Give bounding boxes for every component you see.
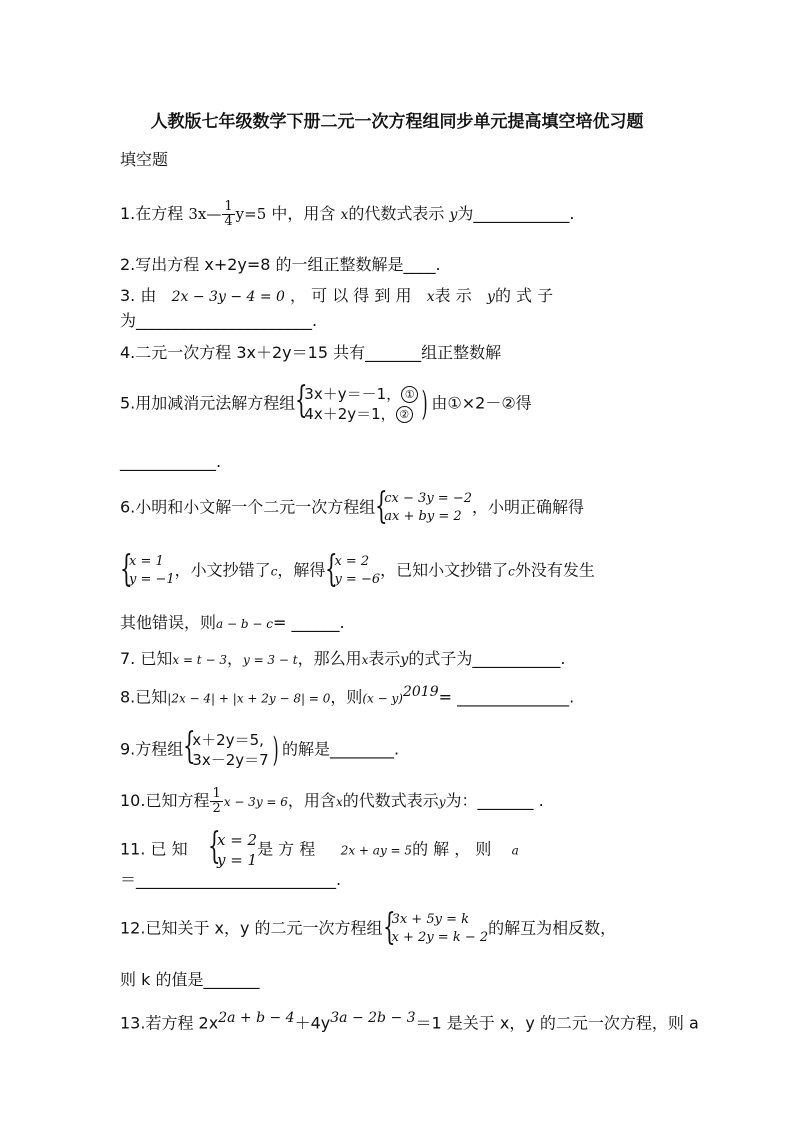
q3-equation: 2x − 3y − 4 = 0 [171,289,285,305]
q5-brace: { [295,380,308,421]
q11-eq-x: x = 2 [216,831,258,849]
q6-answer-blank: = ______. [272,613,345,632]
q1-number: 1. [120,204,136,223]
question-11-line-2: ＝_________________________. [120,870,342,889]
q11-text-b: 是 方 程 [257,839,316,859]
q9-answer-blank: 的解是________. [281,739,400,759]
q7-expr-2: y = 3 − t [242,653,298,667]
q7-var-y: y [400,652,409,668]
q6-sol2-y: y = −6 [334,572,381,587]
question-5 [120,380,532,424]
question-9 [120,726,400,770]
q6-text-a: 6.小明和小文解一个二元一次方程组 [120,497,376,517]
q8-base: (x − y) [362,691,403,706]
q7-answer-blank: 的式子为___________. [408,649,566,668]
question-12 [120,907,617,948]
q1-answer-blank: 为____________. [457,204,575,223]
page-title: 人教版七年级数学下册二元一次方程组同步单元提高填空培优习题 [150,112,644,132]
q11-text-a: 11. 已 知 [120,839,188,859]
q5-circle-2: ② [396,406,413,423]
q6-brace: { [375,486,388,527]
q5-eq-2: 4x＋2y＝1， [304,405,396,423]
q5-circle-1: ① [401,386,418,403]
q10-answer-blank: 为：_______ . [445,791,544,810]
question-8 [120,682,574,708]
q3-text-d: 的 式 子 [494,286,554,305]
q6-text-b: ，小明正确解得 [472,497,585,517]
q10-text-c: 的代数式表示 [342,791,439,810]
q11-text-c: 的 解 ， 则 [412,839,492,859]
q8-exponent: 2019 [402,684,439,700]
q12-text-b: 的解互为相反数， [488,918,617,938]
question-4: 4.二元一次方程 3x＋2y＝15 共有_______组正整数解 [120,343,502,362]
q8-text-a: 8.已知 [120,687,168,707]
q6-sol1-x: x = 1 [129,554,164,569]
question-3-line-1 [120,286,553,307]
q6-var-c: c [270,564,278,579]
q12-eq-1: 3x + 5y = k [391,912,469,927]
q6-sol2-x: x = 2 [334,554,370,569]
q6-sol2-brace: { [325,549,339,590]
q1-eq-post: y=5 [235,205,267,223]
question-5-line-2: ____________. [120,452,222,471]
q7-text-c: ，那么用 [297,649,362,668]
q1-frac-num: 1 [224,199,233,214]
q6-solution-2 [325,549,381,590]
q3-text-a: 3. 由 [120,286,157,305]
q11-eq-y: y = 1 [216,851,258,869]
q1-var-y: y [449,207,458,223]
q11-brace: { [207,826,221,867]
q5-row-2 [304,404,418,424]
q10-text-a: 10.已知方程 [120,791,210,810]
q1-text-c: 的代数式表示 [348,204,445,223]
q8-expression: |2x − 4| + |x + 2y − 8| = 0 [167,691,331,706]
q9-eq-1: x＋2y＝5, [192,731,264,749]
q5-row-1 [304,384,418,404]
q7-text-d: 表示 [368,649,401,668]
q6-sol1-brace: { [120,549,133,590]
q9-eq-2: 3x－2y＝7 [192,751,269,769]
q8-text-b: ，则 [330,687,363,707]
q13-text-b: ＋4y [294,1013,331,1033]
q13-exponent-1: 2a + b − 4 [218,1010,295,1026]
question-6-line-1 [120,486,585,527]
section-heading: 填空题 [120,150,169,169]
q12-text-a: 12.已知关于 x，y 的二元一次方程组 [120,918,383,938]
q5-system [295,380,418,424]
q6-text-g: 其他错误，则 [120,613,217,632]
q6-sol1-y: y = −1 [129,572,175,587]
q1-frac-den: 4 [224,214,233,229]
q6-eq-2: ax + by = 2 [384,509,462,524]
question-12-line-2: 则 k 的值是_______ [120,970,260,989]
q5-text-b: 由①×2－②得 [431,393,532,413]
question-10 [120,787,544,816]
q1-eq-pre: 3x— [188,205,222,223]
question-6-line-2 [120,549,595,590]
question-13 [120,1008,699,1033]
q11-system [207,826,258,870]
q12-system [382,907,489,948]
q1-fraction [222,200,234,229]
q9-right-paren: ) [272,730,279,770]
q7-text-a: 7. 已知 [120,649,173,668]
q10-var-y: y [438,795,446,809]
question-11-line-1 [120,826,519,870]
q3-text-c: 表 示 [434,286,472,305]
q1-text-a: 在方程 [135,204,184,223]
q3-var-y: y [487,289,495,305]
q12-brace: { [382,907,396,948]
q6-text-f: 外没有发生 [514,560,595,580]
q10-fraction [210,787,222,816]
q6-var-c-2: c [508,564,515,579]
q7-var-x: x [361,653,369,667]
q11-equation: 2x + ay = 5 [340,843,413,858]
q8-answer-blank: = ______________. [438,687,575,707]
q5-right-paren: ) [421,384,428,424]
q1-var-x: x [340,207,349,223]
q7-text-b: ， [226,649,243,668]
question-2: 2.写出方程 x+2y=8 的一组正整数解是____. [120,255,441,274]
q6-text-e: ，已知小文抄错了 [380,560,509,580]
question-1 [120,200,575,229]
q10-frac-num: 1 [212,786,221,801]
q6-expression: a − b − c [216,617,273,631]
q1-text-b: 中，用含 [271,204,336,223]
question-3-line-2: 为______________________. [120,311,318,330]
q6-system [375,486,472,527]
question-6-line-3 [120,613,345,634]
q13-text-c: ＝1 是关于 x，y 的二元一次方程，则 a [415,1013,699,1033]
q13-text-a: 13.若方程 2x [120,1013,219,1033]
q6-eq-1: cx − 3y = −2 [384,491,472,506]
q12-eq-2: x + 2y = k − 2 [391,930,489,945]
q10-equation: x − 3y = 6 [223,795,288,809]
q9-brace: { [183,726,196,767]
q10-frac-den: 2 [212,801,221,816]
q7-expr-1: x = t − 3 [172,653,227,667]
q6-text-c: ，小文抄错了 [174,560,271,580]
q9-text-a: 9.方程组 [120,739,184,759]
q3-text-b: ， 可 以 得 到 用 [290,286,412,305]
q5-eq-1: 3x＋y＝－1， [304,385,402,403]
q6-text-d: ，解得 [277,560,326,580]
q10-text-b: ，用含 [287,791,336,810]
question-7 [120,649,565,670]
q6-solution-1 [120,549,175,590]
q11-var-a: a [511,843,519,858]
q5-text-a: 5.用加减消元法解方程组 [120,393,296,413]
q9-system [183,726,269,770]
q13-exponent-2: 3a − 2b − 3 [330,1010,416,1026]
q3-var-x: x [426,289,435,305]
q10-var-x: x [335,795,343,809]
